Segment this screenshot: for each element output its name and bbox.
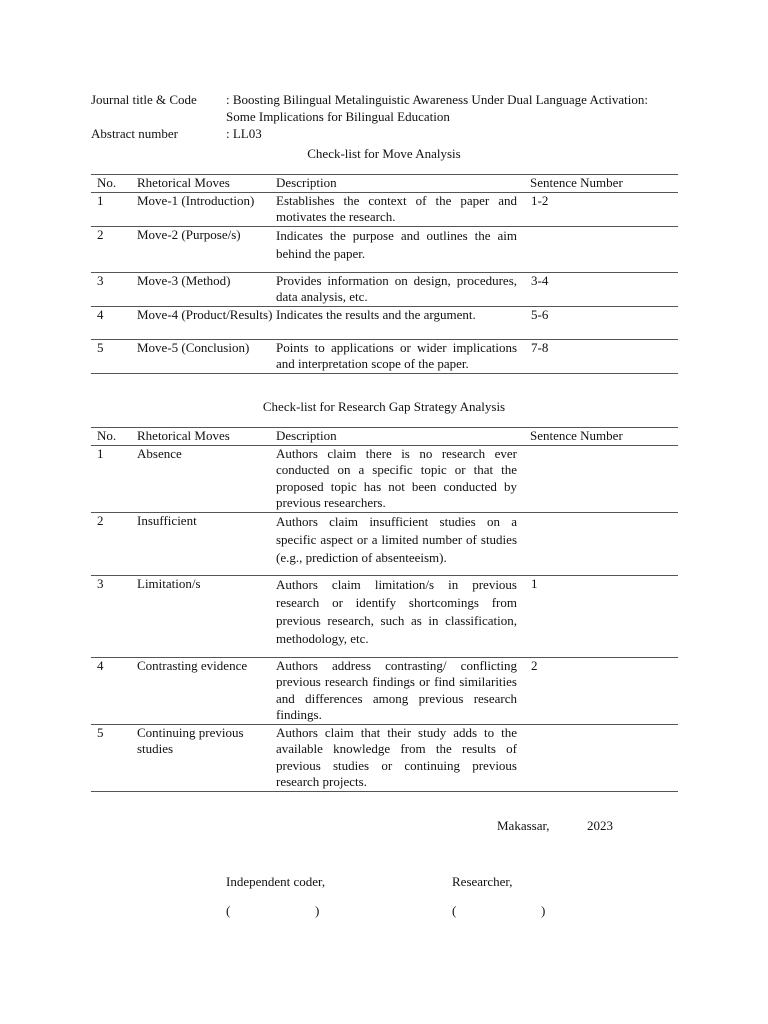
move-description: Authors claim there is no research ever conducted on a specific topic or that the proposed topic has not been conducted by previous researchers. <box>276 445 530 512</box>
column-header-moves: Rhetorical Moves <box>137 175 276 193</box>
row-number: 1 <box>91 192 137 226</box>
column-header-no: No. <box>91 175 137 193</box>
move-description: Authors claim that their study adds to the available knowledge from the results of previous studies or continuing previous research projects. <box>276 724 530 791</box>
column-header-description: Description <box>276 175 530 193</box>
table-header-row <box>91 428 678 446</box>
move-analysis-table <box>91 174 678 374</box>
rhetorical-move: Move-4 (Product/Results) <box>137 306 276 339</box>
table-row <box>91 339 678 373</box>
move-description: Indicates the purpose and outlines the aim behind the paper. <box>276 226 530 272</box>
gap-table-title: Check-list for Research Gap Strategy Analysis <box>262 399 506 414</box>
move-description: Provides information on design, procedures, data analysis, etc. <box>276 272 530 306</box>
abstract-label: Abstract number <box>91 126 179 141</box>
row-number: 3 <box>91 575 137 657</box>
journal-row <box>91 92 691 125</box>
place-text: Makassar, <box>497 818 550 833</box>
sentence-number <box>530 226 678 272</box>
researcher-signature-close: ) <box>541 903 546 918</box>
abstract-value: : LL03 <box>226 126 262 141</box>
table-row <box>91 512 678 575</box>
sentence-number: 7-8 <box>530 339 678 373</box>
row-number: 1 <box>91 445 137 512</box>
row-number: 3 <box>91 272 137 306</box>
sentence-number: 1 <box>530 575 678 657</box>
row-number: 2 <box>91 512 137 575</box>
move-table-title: Check-list for Move Analysis <box>307 146 461 161</box>
researcher-signature-open: ( <box>452 903 457 918</box>
gap-analysis-table <box>91 427 678 792</box>
column-header-sentence: Sentence Number <box>530 175 678 193</box>
rhetorical-move: Move-3 (Method) <box>137 272 276 306</box>
independent-coder-label: Independent coder, <box>226 874 326 889</box>
table-header-row <box>91 175 678 193</box>
column-header-no: No. <box>91 428 137 446</box>
move-description: Authors claim limitation/s in previous research or identify shortcomings from previous research, such as in classification, methodology, etc. <box>276 575 530 657</box>
journal-value <box>226 92 691 125</box>
table-row <box>91 657 678 724</box>
table-row <box>91 306 678 339</box>
move-description: Authors claim insufficient studies on a specific aspect or a limited number of studies (e.g., prediction of absenteeism). <box>276 512 530 575</box>
abstract-row <box>91 126 691 143</box>
sentence-number: 5-6 <box>530 306 678 339</box>
sentence-number <box>530 512 678 575</box>
rhetorical-move: Move-2 (Purpose/s) <box>137 226 276 272</box>
rhetorical-move: Move-5 (Conclusion) <box>137 339 276 373</box>
rhetorical-move: Limitation/s <box>137 575 276 657</box>
coder-signature-close: ) <box>315 903 320 918</box>
move-description: Indicates the results and the argument. <box>276 306 530 339</box>
sentence-number <box>530 445 678 512</box>
year-text: 2023 <box>587 818 613 833</box>
table-row <box>91 445 678 512</box>
row-number: 5 <box>91 339 137 373</box>
row-number: 4 <box>91 657 137 724</box>
rhetorical-move: Move-1 (Introduction) <box>137 192 276 226</box>
sentence-number: 1-2 <box>530 192 678 226</box>
move-description: Points to applications or wider implications and interpretation scope of the paper. <box>276 339 530 373</box>
researcher-label: Researcher, <box>452 874 513 889</box>
rhetorical-move: Insufficient <box>137 512 276 575</box>
document-header <box>91 92 691 143</box>
coder-signature-open: ( <box>226 903 231 918</box>
sentence-number <box>530 724 678 791</box>
column-header-description: Description <box>276 428 530 446</box>
journal-title-line-1: : Boosting Bilingual Metalinguistic Awareness Under Dual Language Activation: <box>226 92 648 107</box>
rhetorical-move: Contrasting evidence <box>137 657 276 724</box>
move-description: Authors address contrasting/ conflicting previous research findings or find similarities and differences among previous research findings. <box>276 657 530 724</box>
column-header-sentence: Sentence Number <box>530 428 678 446</box>
sentence-number: 2 <box>530 657 678 724</box>
table-row <box>91 724 678 791</box>
table-row <box>91 272 678 306</box>
column-header-moves: Rhetorical Moves <box>137 428 276 446</box>
row-number: 2 <box>91 226 137 272</box>
move-description: Establishes the context of the paper and motivates the research. <box>276 192 530 226</box>
journal-title-line-2: Some Implications for Bilingual Education <box>226 108 450 124</box>
row-number: 4 <box>91 306 137 339</box>
rhetorical-move: Absence <box>137 445 276 512</box>
row-number: 5 <box>91 724 137 791</box>
sentence-number: 3-4 <box>530 272 678 306</box>
table-row <box>91 192 678 226</box>
table-row <box>91 575 678 657</box>
rhetorical-move: Continuing previous studies <box>137 724 276 791</box>
journal-label: Journal title & Code <box>91 92 197 107</box>
table-row <box>91 226 678 272</box>
